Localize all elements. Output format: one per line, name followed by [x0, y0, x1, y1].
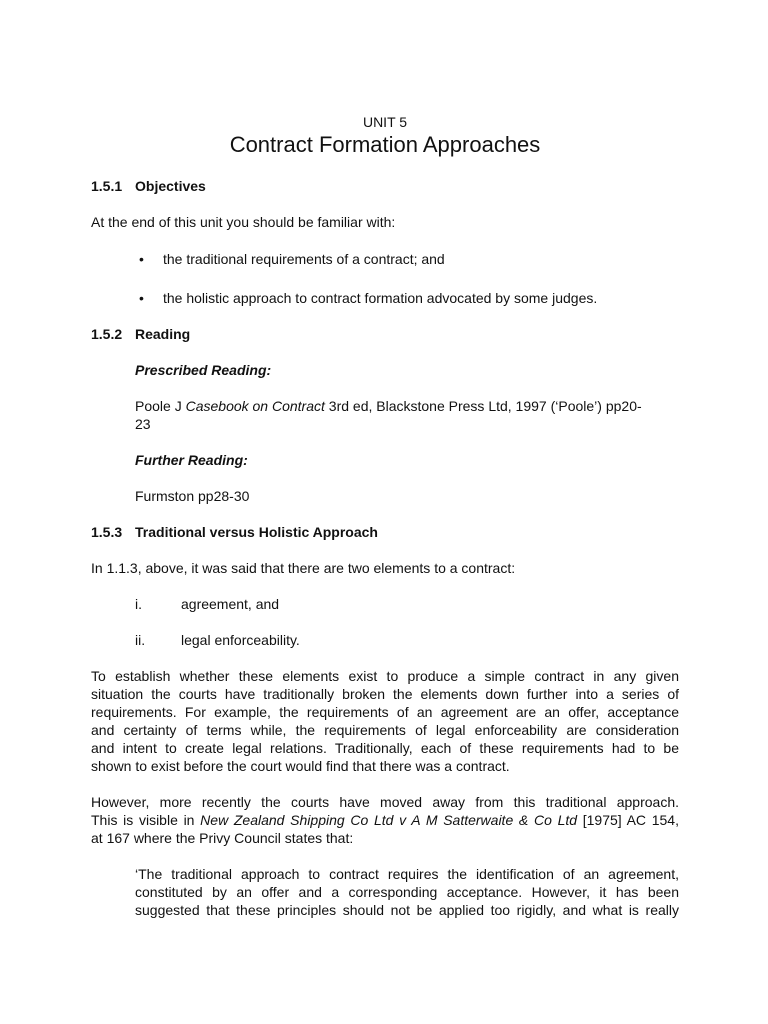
- section-number: 1.5.3: [91, 524, 123, 540]
- paragraph-line: shown to exist before the court would find that there was a contract.: [91, 758, 510, 774]
- citation-details-cont: 23: [135, 416, 151, 432]
- list-item: [135, 595, 279, 613]
- citation-title: Casebook on Contract: [185, 398, 325, 414]
- approach-intro: In 1.1.3, above, it was said that there are two elements to a contract:: [91, 560, 516, 576]
- paragraph-text: This is visible in: [91, 812, 201, 828]
- bullet-icon: •: [139, 290, 144, 306]
- prescribed-reading-label: Prescribed Reading:: [135, 362, 272, 378]
- paragraph-line: situation the courts have traditionally broken the elements down further into a series of: [91, 686, 679, 702]
- section-title: Traditional versus Holistic Approach: [135, 524, 378, 540]
- section-heading-reading: [91, 325, 190, 343]
- section-title: Objectives: [135, 178, 206, 194]
- list-item-text: the holistic approach to contract formation advocated by some judges.: [163, 290, 598, 306]
- paragraph-line: requirements. For example, the requirements of an agreement are an offer, acceptance: [91, 704, 679, 720]
- section-heading-objectives: [91, 177, 206, 195]
- section-heading-approach: [91, 523, 378, 541]
- case-citation: New Zealand Shipping Co Ltd v A M Satterwaite & Co Ltd: [200, 812, 578, 828]
- citation-details: 3rd ed, Blackstone Press Ltd, 1997 (‘Poole’) pp20-: [324, 398, 642, 414]
- list-item-number: ii.: [135, 632, 146, 648]
- paragraph-text: [1975] AC 154,: [577, 812, 679, 828]
- paragraph-line: and certainty of terms while, the requirements of legal enforceability are consideration: [91, 722, 679, 738]
- section-number: 1.5.1: [91, 178, 123, 194]
- section-number: 1.5.2: [91, 326, 123, 342]
- paragraph-line: and intent to create legal relations. Traditionally, each of these requirements had to be: [91, 740, 679, 756]
- objectives-intro: At the end of this unit you should be familiar with:: [91, 214, 396, 230]
- list-item-text: legal enforceability.: [181, 632, 300, 648]
- list-item-text: agreement, and: [181, 596, 280, 612]
- list-item: [139, 289, 597, 307]
- paragraph-line: at 167 where the Privy Council states that:: [91, 830, 354, 846]
- quote-line: constituted by an offer and a corresponding acceptance. However, it has been: [135, 884, 679, 900]
- paragraph-line: [91, 811, 679, 829]
- paragraph-holistic: [91, 793, 679, 847]
- page-title: Contract Formation Approaches: [229, 132, 541, 157]
- prescribed-reading-citation: [135, 397, 679, 433]
- quote-line: suggested that these principles should not be applied too rigidly, and what is really: [135, 902, 679, 918]
- list-item-text: the traditional requirements of a contract; and: [163, 251, 445, 267]
- paragraph-line: To establish whether these elements exist to produce a simple contract in any given: [91, 668, 679, 684]
- bullet-icon: •: [139, 251, 144, 267]
- section-title: Reading: [135, 326, 191, 342]
- further-reading-label: Further Reading:: [135, 452, 248, 468]
- quote-line: ‘The traditional approach to contract requires the identification of an agreement,: [135, 866, 679, 882]
- list-item: [135, 631, 300, 649]
- further-reading-text: Furmston pp28-30: [135, 488, 250, 504]
- unit-label: UNIT 5: [362, 114, 408, 130]
- paragraph-line: However, more recently the courts have moved away from this traditional approach.: [91, 794, 679, 810]
- list-item: [139, 250, 445, 268]
- paragraph-traditional: [91, 667, 679, 775]
- block-quote: [135, 865, 679, 919]
- citation-author: Poole J: [135, 398, 186, 414]
- list-item-number: i.: [135, 596, 142, 612]
